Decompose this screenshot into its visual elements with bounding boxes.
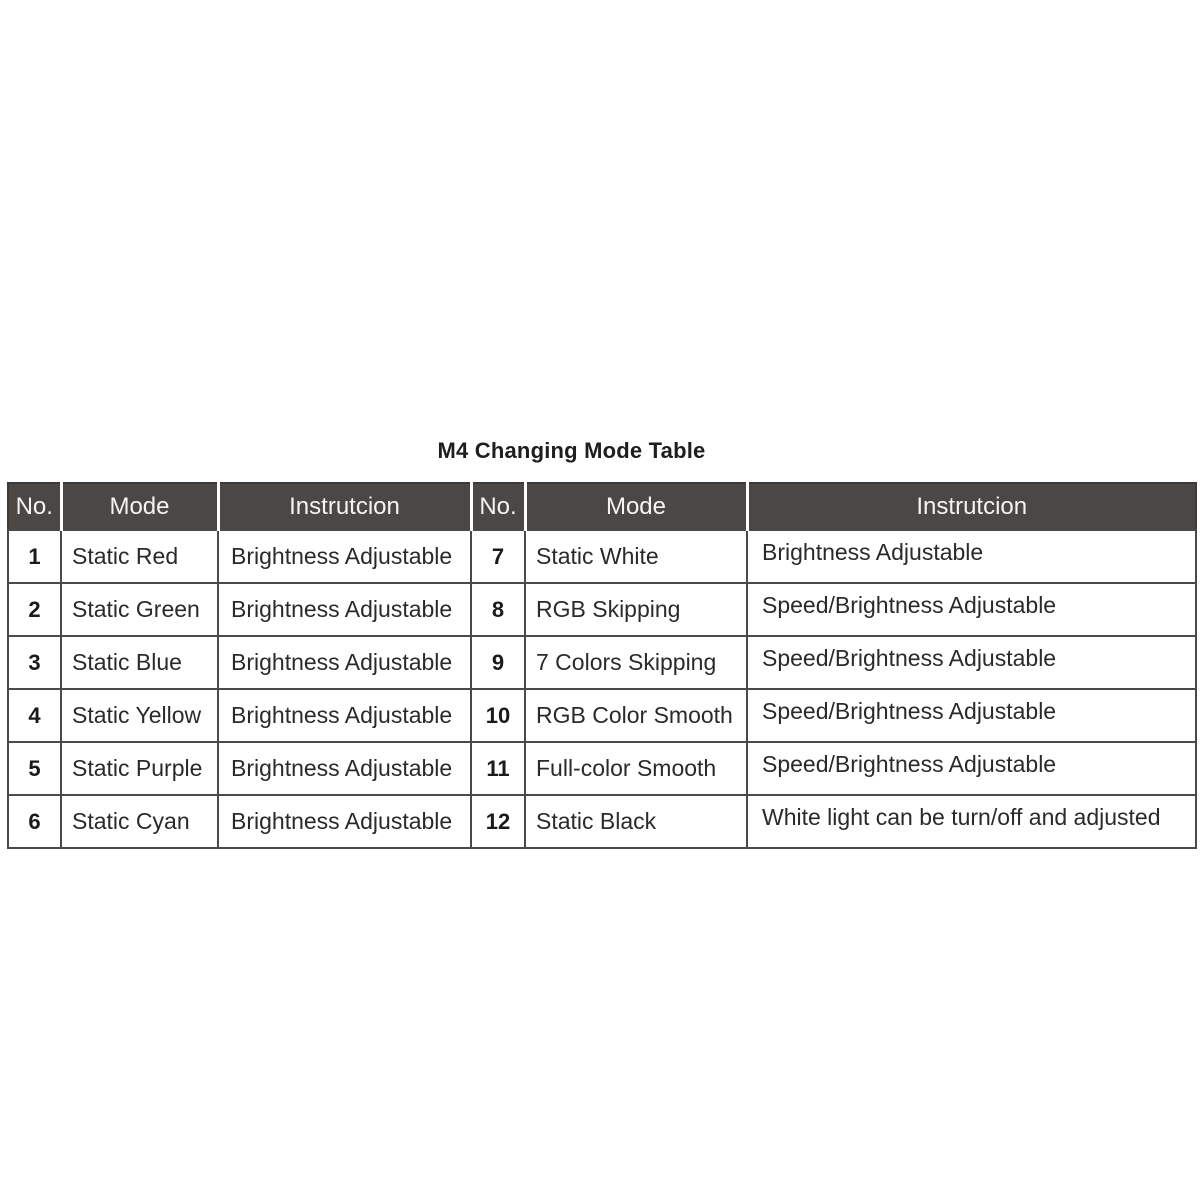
mode-left: Static Purple [61,742,218,795]
row-number-left: 1 [8,530,61,583]
mode-right: RGB Skipping [525,583,747,636]
table-row [8,530,1196,583]
instruction-left: Brightness Adjustable [218,530,471,583]
row-number-right: 9 [471,636,525,689]
header-no-left: No. [8,483,61,530]
table-row [8,689,1196,742]
mode-right: Static Black [525,795,747,848]
mode-left: Static Green [61,583,218,636]
header-instruction-left: Instrutcion [218,483,471,530]
header-instruction-right: Instrutcion [747,483,1196,530]
row-number-left: 5 [8,742,61,795]
row-number-left: 2 [8,583,61,636]
instruction-left: Brightness Adjustable [218,689,471,742]
row-number-right: 10 [471,689,525,742]
instruction-right: Speed/Brightness Adjustable [747,742,1196,795]
mode-left: Static Yellow [61,689,218,742]
instruction-right: Speed/Brightness Adjustable [747,583,1196,636]
instruction-right: Brightness Adjustable [747,530,1196,583]
row-number-right: 12 [471,795,525,848]
mode-left: Static Red [61,530,218,583]
instruction-left: Brightness Adjustable [218,742,471,795]
instruction-right: White light can be turn/off and adjusted [747,795,1196,848]
header-row [8,483,1196,530]
row-number-right: 11 [471,742,525,795]
row-number-left: 6 [8,795,61,848]
table-row [8,795,1196,848]
mode-right: Full-color Smooth [525,742,747,795]
row-number-right: 8 [471,583,525,636]
header-mode-right: Mode [525,483,747,530]
instruction-left: Brightness Adjustable [218,636,471,689]
header-no-right: No. [471,483,525,530]
row-number-right: 7 [471,530,525,583]
row-number-left: 4 [8,689,61,742]
table-row [8,583,1196,636]
mode-left: Static Cyan [61,795,218,848]
mode-right: 7 Colors Skipping [525,636,747,689]
mode-table [7,482,1197,849]
header-mode-left: Mode [61,483,218,530]
mode-right: RGB Color Smooth [525,689,747,742]
instruction-left: Brightness Adjustable [218,583,471,636]
instruction-right: Speed/Brightness Adjustable [747,636,1196,689]
instruction-left: Brightness Adjustable [218,795,471,848]
table-title: M4 Changing Mode Table [437,438,706,463]
row-number-left: 3 [8,636,61,689]
table-row [8,742,1196,795]
mode-left: Static Blue [61,636,218,689]
instruction-right: Speed/Brightness Adjustable [747,689,1196,742]
table-row [8,636,1196,689]
mode-right: Static White [525,530,747,583]
